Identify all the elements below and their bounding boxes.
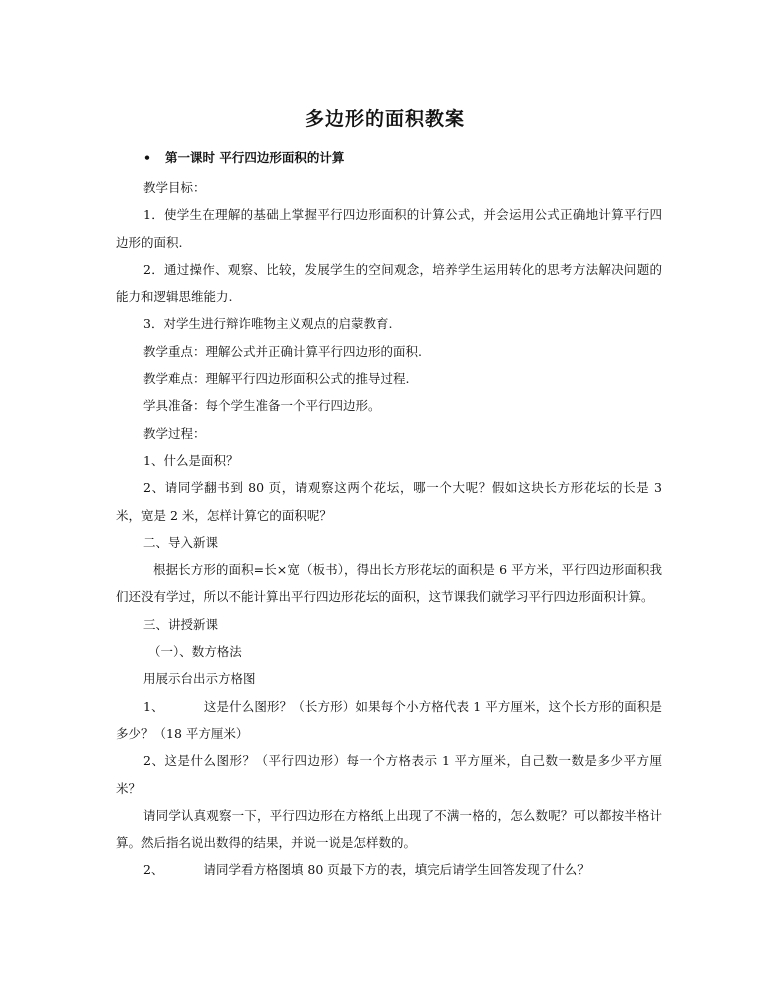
- bullet-heading: [143, 148, 344, 166]
- paragraph: （一）、数方格法: [148, 644, 242, 660]
- numbered-paragraph: [116, 693, 662, 748]
- paragraph: 三、讲授新课: [143, 616, 219, 632]
- paragraph: 教学重点：理解公式并正确计算平行四边形的面积.: [143, 343, 422, 359]
- paragraph: 1．使学生在理解的基础上掌握平行四边形面积的计算公式，并会运用公式正确地计算平行四边形的面积.: [116, 207, 662, 250]
- paragraph-text: 请同学看方格图填 80 页最下方的表，填完后请学生回答发现了什么？: [203, 862, 590, 878]
- paragraph: 请同学认真观察一下，平行四边形在方格纸上出现了不满一格的，怎么数呢？可以都按半格计算。然后指名说出数得的结果，并说一说是怎样数的。: [116, 807, 662, 851]
- paragraph: 3．对学生进行辩诈唯物主义观点的启蒙教育.: [143, 316, 393, 332]
- paragraph: 2、这是什么图形？（平行四边形）每一个方格表示 1 平方厘米，自己数一数是多少平方厘米？: [116, 753, 662, 796]
- list-number: 2、: [143, 862, 164, 878]
- paragraph: 2、请同学翻书到 80 页，请观察这两个花坛，哪一个大呢？假如这块长方形花坛的长是 3 米，宽是 2 米，怎样计算它的面积呢？: [116, 480, 662, 523]
- paragraph: 学具准备：每个学生准备一个平行四边形。: [143, 398, 381, 414]
- paragraph: 教学难点：理解平行四边形面积公式的推导过程.: [143, 371, 410, 387]
- paragraph: 教学目标：: [143, 180, 206, 195]
- document-title: 多边形的面积教案: [304, 108, 465, 130]
- paragraph: 根据长方形的面积=长×宽（板书），得出长方形花坛的面积是 6 平方米，平行四边形面积我们还没有学过，所以不能计算出平行四边形花坛的面积，这节课我们就学习平行四边形面积计算。: [116, 562, 662, 605]
- paragraph: 2．通过操作、观察、比较，发展学生的空间观念，培养学生运用转化的思考方法解决问题的能力和逻辑思维能力.: [116, 261, 662, 305]
- numbered-paragraph: [116, 856, 662, 883]
- paragraph: 1、什么是面积？: [143, 452, 239, 468]
- paragraph: 教学过程：: [143, 425, 206, 441]
- bullet-dot-icon: •: [143, 150, 151, 165]
- paragraph: 二、导入新课: [143, 534, 219, 550]
- list-number: 1、: [143, 698, 164, 714]
- paragraph-text: 这是什么图形？（长方形）如果每个小方格代表 1 平方厘米，这个长方形的面积是多少？（18 平方厘米）: [116, 698, 662, 741]
- bullet-heading-text: 第一课时 平行四边形面积的计算: [165, 150, 345, 165]
- paragraph: 用展示台出示方格图: [143, 671, 256, 687]
- document-body: [116, 174, 662, 884]
